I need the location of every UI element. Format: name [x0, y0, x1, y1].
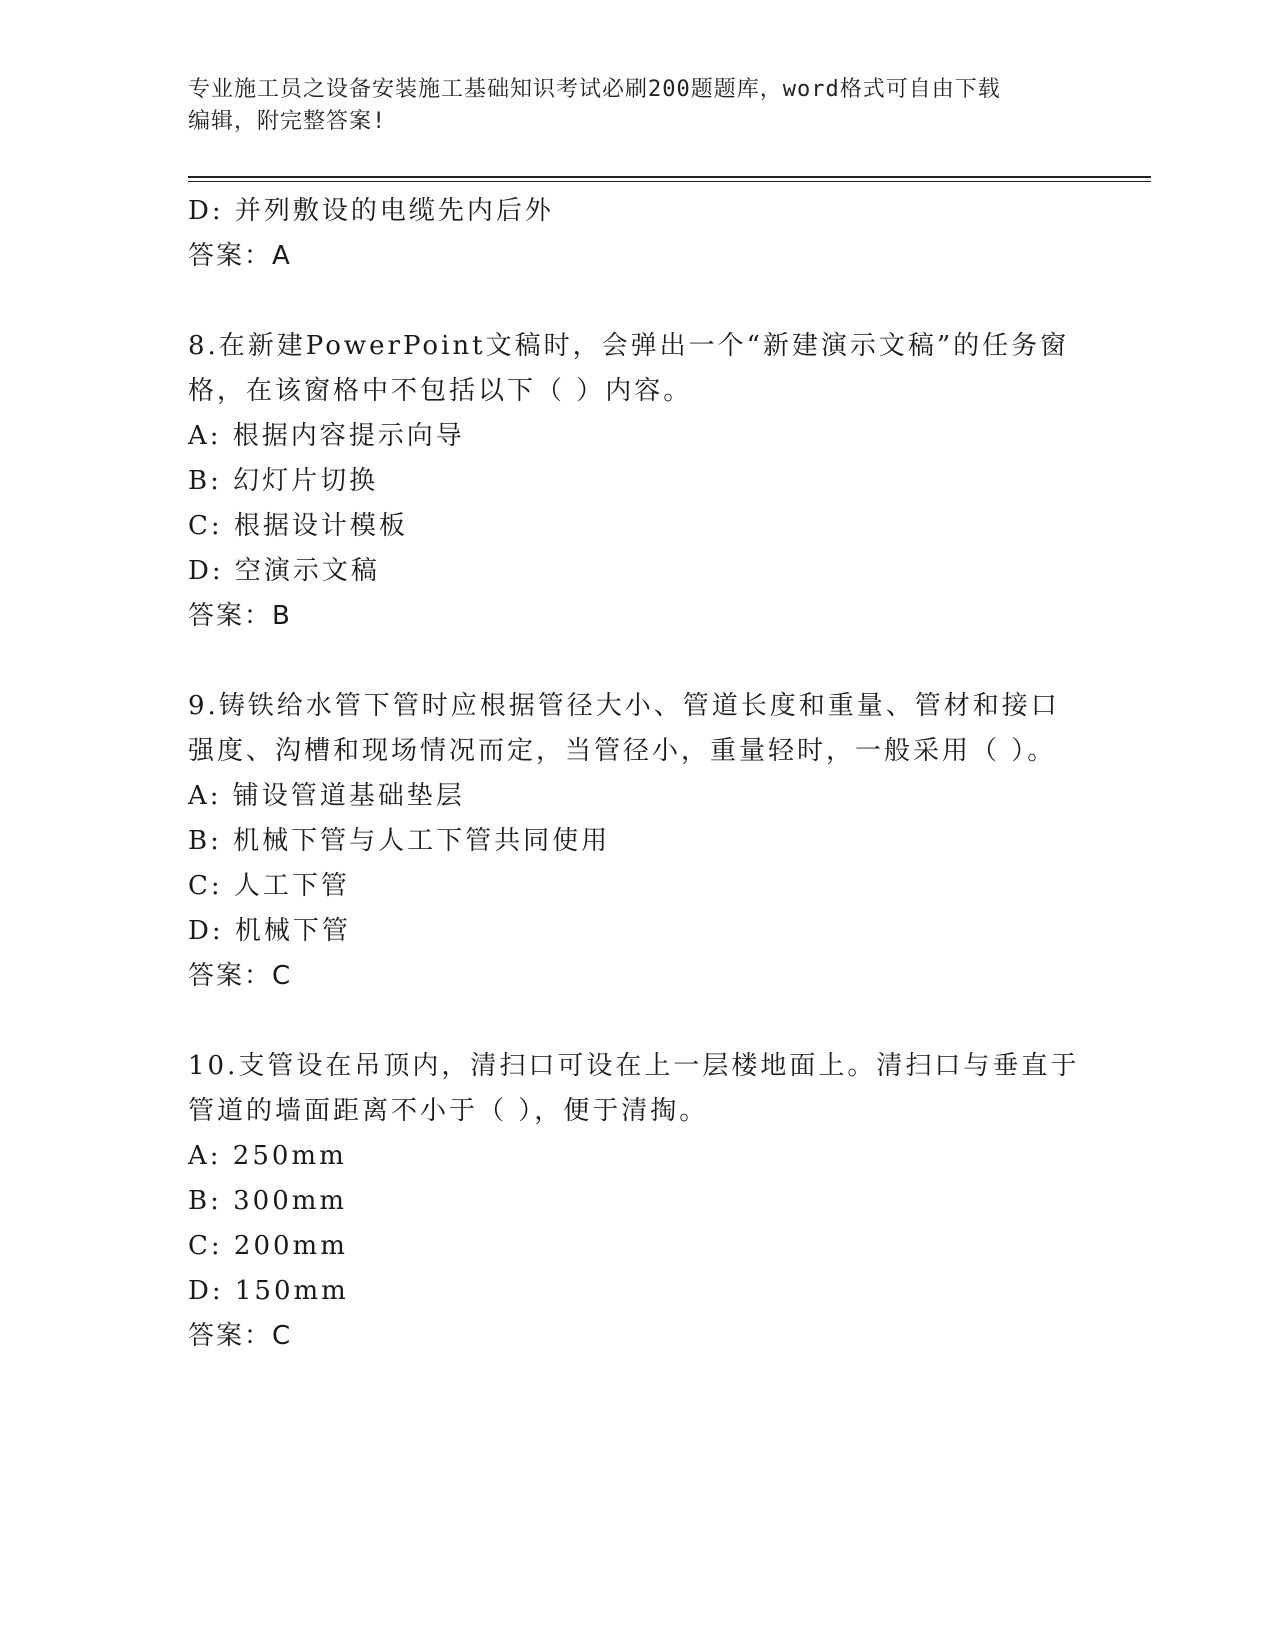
- question-9-option-a: A: 铺设管道基础垫层: [188, 781, 465, 811]
- question-7-answer: 答案：A: [188, 241, 292, 271]
- question-10-stem-line-2: 管道的墙面距离不小于（ ），便于清掏。: [188, 1096, 709, 1126]
- header-divider-thick: [188, 176, 1151, 178]
- question-10-option-c: C: 200mm: [188, 1231, 348, 1261]
- question-10: [188, 1044, 1088, 1359]
- question-10-stem-line-1: 10.支管设在吊顶内，清扫口可设在上一层楼地面上。清扫口与垂直于: [188, 1051, 1080, 1081]
- header-divider-thin: [188, 181, 1151, 182]
- question-8-stem-line-1: 8.在新建PowerPoint文稿时，会弹出一个“新建演示文稿”的任务窗: [188, 331, 1070, 361]
- spacer: [188, 639, 1088, 684]
- question-8-stem-line-2: 格，在该窗格中不包括以下（ ）内容。: [188, 376, 693, 406]
- question-10-answer: 答案：C: [188, 1321, 293, 1351]
- question-9-stem-line-1: 9.铸铁给水管下管时应根据管径大小、管道长度和重量、管材和接口: [188, 691, 1060, 721]
- question-9-option-b: B: 机械下管与人工下管共同使用: [188, 826, 611, 856]
- question-10-option-d: D: 150mm: [188, 1276, 349, 1306]
- question-10-option-b: B: 300mm: [188, 1186, 348, 1216]
- question-9: [188, 684, 1088, 999]
- question-9-option-d: D: 机械下管: [188, 916, 351, 946]
- header-title-line-1: 专业施工员之设备安装施工基础知识考试必刷200题题库，word格式可自由下载: [188, 77, 1001, 102]
- header-title-line-2: 编辑，附完整答案!: [188, 109, 387, 134]
- document-header: [188, 74, 1088, 138]
- question-list: [188, 189, 1088, 1359]
- question-10-option-a: A: 250mm: [188, 1141, 347, 1171]
- question-8-option-a: A: 根据内容提示向导: [188, 421, 465, 451]
- question-9-stem-line-2: 强度、沟槽和现场情况而定，当管径小，重量轻时，一般采用（ ）。: [188, 736, 1057, 766]
- question-8-option-b: B: 幻灯片切换: [188, 466, 379, 496]
- spacer: [188, 279, 1088, 324]
- question-9-option-c: C: 人工下管: [188, 871, 350, 901]
- question-8-option-c: C: 根据设计模板: [188, 511, 408, 541]
- question-8: [188, 324, 1088, 639]
- question-8-option-d: D: 空演示文稿: [188, 556, 380, 586]
- question-7-option-d: D: 并列敷设的电缆先内后外: [188, 196, 554, 226]
- question-7: [188, 189, 1088, 279]
- spacer: [188, 999, 1088, 1044]
- question-9-answer: 答案：C: [188, 961, 293, 991]
- question-8-answer: 答案：B: [188, 601, 292, 631]
